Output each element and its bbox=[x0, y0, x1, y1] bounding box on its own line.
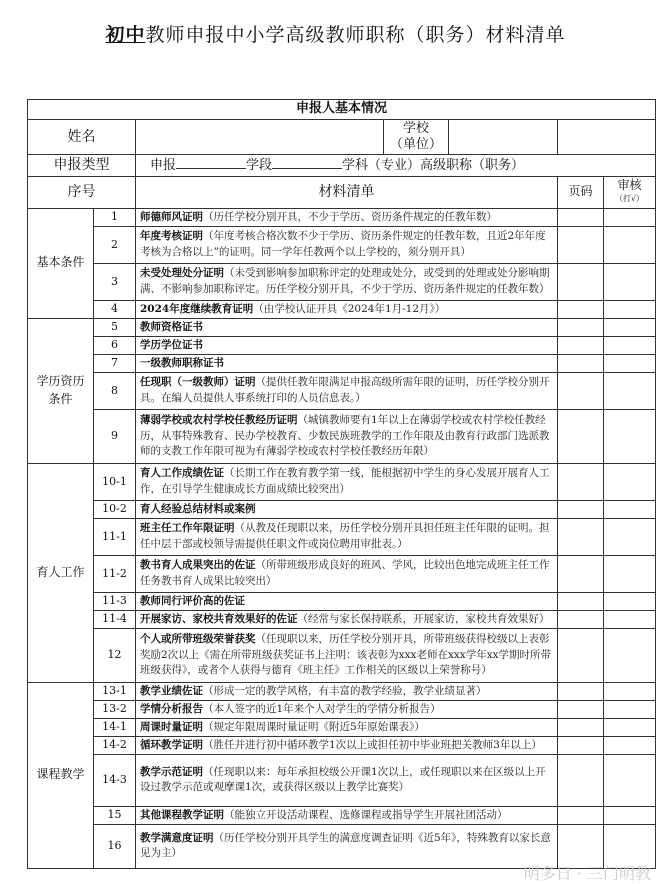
row-no: 13-1 bbox=[94, 682, 136, 700]
school-label-cell bbox=[384, 120, 449, 154]
review-cell[interactable] bbox=[604, 409, 656, 463]
row-item: 师德师风证明（历任学校分别开具，不少于学历、资历条件规定的任教年数） bbox=[136, 208, 558, 226]
row-no: 3 bbox=[94, 263, 136, 300]
review-cell[interactable] bbox=[604, 628, 656, 682]
review-cell[interactable] bbox=[604, 518, 656, 555]
page-cell[interactable] bbox=[558, 592, 604, 610]
page-cell[interactable] bbox=[558, 700, 604, 718]
review-cell[interactable] bbox=[604, 718, 656, 736]
row-item: 薄弱学校或农村学校任教经历证明（城镇教师要有1年以上在薄弱学校或农村学校任教经历，从事特殊教育、民办学校教育、少数民族班教学的工作年限及由教育行政部门选派教师的支教工作年限可视为有薄弱学校或农村学校任教经历年限） bbox=[136, 409, 558, 463]
apply-type-label: 申报类型 bbox=[28, 154, 136, 176]
document-title bbox=[0, 20, 671, 47]
row-item: 班主任工作年限证明（从教及任现职以来，历任学校分别开具担任班主任年限的证明。担任中层干部或校领导需提供任职文件或岗位聘用审批表。） bbox=[136, 518, 558, 555]
row-item: 育人经验总结材料或案例 bbox=[136, 500, 558, 518]
page-cell[interactable] bbox=[558, 372, 604, 409]
row-no: 16 bbox=[94, 824, 136, 868]
row-no: 10-2 bbox=[94, 500, 136, 518]
col-seq: 序号 bbox=[28, 176, 136, 208]
page-cell[interactable] bbox=[558, 318, 604, 336]
row-no: 11-1 bbox=[94, 518, 136, 555]
col-list: 材料清单 bbox=[136, 176, 558, 208]
row-no: 11-3 bbox=[94, 592, 136, 610]
review-cell[interactable] bbox=[604, 463, 656, 500]
watermark: 明多日 · 三门明教 bbox=[523, 864, 651, 883]
row-no: 4 bbox=[94, 300, 136, 318]
page-cell[interactable] bbox=[558, 754, 604, 806]
row-no: 14-3 bbox=[94, 754, 136, 806]
row-no: 5 bbox=[94, 318, 136, 336]
row-item: 未受处理处分证明（未受到影响参加职称评定的处理或处分，或受到的处理或处分影响期满、不影响参加职称评定。历任学校分别开具，不少于学历、资历条件规定的任教年数） bbox=[136, 263, 558, 300]
row-item: 教师资格证书 bbox=[136, 318, 558, 336]
row-item: 个人或所带班级荣誉获奖（任现职以来，历任学校分别开具，所带班级获得校级以上表彰奖励2次以上《需在所带班级获奖证书上注明：该表彰为xxx老师在xxx学年xx学期时所带班级获得》，或者个人获得与德育《班主任》工作相关的区级以上荣誉称号） bbox=[136, 628, 558, 682]
review-cell[interactable] bbox=[604, 318, 656, 336]
row-no: 11-4 bbox=[94, 610, 136, 628]
col-review bbox=[604, 176, 656, 208]
review-cell[interactable] bbox=[604, 754, 656, 806]
category-edu: 学历资历条件 bbox=[28, 318, 94, 463]
row-item: 育人工作成绩佐证（长期工作在教育教学第一线，能根据初中学生的身心发展开展育人工作，在引导学生健康成长方面成绩比较突出） bbox=[136, 463, 558, 500]
section-header: 申报人基本情况 bbox=[28, 100, 656, 120]
page-cell[interactable] bbox=[558, 806, 604, 824]
row-item: 教师同行评价高的佐证 bbox=[136, 592, 558, 610]
materials-table bbox=[27, 99, 656, 869]
row-item: 教书育人成果突出的佐证（所带班级形成良好的班风、学风，比较出色地完成班主任工作任务教书育人成果比较突出） bbox=[136, 555, 558, 592]
row-item: 一级教师职称证书 bbox=[136, 354, 558, 372]
review-cell[interactable] bbox=[604, 555, 656, 592]
row-item: 年度考核证明（年度考核合格次数不少于学历、资历条件规定的任教年数，且近2年年度考核为合格以上”的证明。同一学年任教两个以上学校的，须分别开具） bbox=[136, 226, 558, 263]
row-item: 学情分析报告（本人签字的近1年来个人对学生的学情分析报告） bbox=[136, 700, 558, 718]
row-item: 2024年度继续教育证明（由学校认证开具《2024年1月-12月》） bbox=[136, 300, 558, 318]
row-no: 7 bbox=[94, 354, 136, 372]
page-cell[interactable] bbox=[558, 610, 604, 628]
row-item: 其他课程教学证明（能独立开设活动课程、选修课程或指导学生开展社团活动） bbox=[136, 806, 558, 824]
review-cell[interactable] bbox=[604, 610, 656, 628]
page-cell[interactable] bbox=[558, 463, 604, 500]
row-item: 教学满意度证明（历任学校分别开具学生的满意度调查证明《近5年》，特殊教育以家长意见为主） bbox=[136, 824, 558, 868]
page-cell[interactable] bbox=[558, 409, 604, 463]
page-cell[interactable] bbox=[558, 300, 604, 318]
unit-label: （单位） bbox=[389, 136, 442, 152]
page-cell[interactable] bbox=[558, 518, 604, 555]
review-cell[interactable] bbox=[604, 263, 656, 300]
review-note: （打√） bbox=[614, 194, 645, 204]
row-item: 周课时量证明（规定年限周课时量证明《附近5年原始课表》） bbox=[136, 718, 558, 736]
apply-word: 申报 bbox=[150, 157, 177, 173]
review-cell[interactable] bbox=[604, 592, 656, 610]
row-no: 8 bbox=[94, 372, 136, 409]
page-cell[interactable] bbox=[558, 336, 604, 354]
title-word: 学科（专业）高级职称（职务） bbox=[342, 157, 525, 173]
review-cell[interactable] bbox=[604, 682, 656, 700]
row-item: 教学业绩佐证（形成一定的教学风格，有丰富的教学经验，教学业绩显著） bbox=[136, 682, 558, 700]
row-item: 开展家访、家校共育效果好的佐证（经常与家长保持联系，开展家访，家校共育效果好） bbox=[136, 610, 558, 628]
review-cell[interactable] bbox=[604, 354, 656, 372]
stage-word: 学段 bbox=[246, 157, 273, 173]
row-no: 14-2 bbox=[94, 736, 136, 754]
review-cell[interactable] bbox=[604, 336, 656, 354]
category-educate: 育人工作 bbox=[28, 463, 94, 682]
review-cell[interactable] bbox=[604, 372, 656, 409]
name-label: 姓名 bbox=[28, 119, 136, 154]
apply-type-line bbox=[136, 154, 656, 176]
row-no: 9 bbox=[94, 409, 136, 463]
school-label: 学校 bbox=[402, 120, 429, 136]
category-course: 课程教学 bbox=[28, 682, 94, 868]
page-cell[interactable] bbox=[558, 682, 604, 700]
page-cell[interactable] bbox=[558, 263, 604, 300]
name-value[interactable] bbox=[136, 119, 558, 154]
review-cell[interactable] bbox=[604, 500, 656, 518]
page-cell[interactable] bbox=[558, 226, 604, 263]
review-cell[interactable] bbox=[604, 700, 656, 718]
page-cell[interactable] bbox=[558, 354, 604, 372]
page-cell[interactable] bbox=[558, 500, 604, 518]
category-basic: 基本条件 bbox=[28, 208, 94, 318]
row-item: 任现职（一级教师）证明（提供任教年限满足申报高级所需年限的证明，历任学校分别开具。在编人员提供人事系统打印的人员信息表。） bbox=[136, 372, 558, 409]
row-item: 循环教学证明（胜任并进行初中循环教学1次以上或担任初中毕业班把关教师3年以上） bbox=[136, 736, 558, 754]
row-no: 12 bbox=[94, 628, 136, 682]
row-no: 1 bbox=[94, 208, 136, 226]
row-no: 10-1 bbox=[94, 463, 136, 500]
review-label: 审核 bbox=[617, 178, 642, 193]
stage-blank[interactable] bbox=[176, 155, 246, 169]
review-cell[interactable] bbox=[604, 208, 656, 226]
title-prefix: 初中 bbox=[105, 24, 146, 46]
subject-blank[interactable] bbox=[272, 155, 342, 169]
title-rest: 教师申报中小学高级教师职称（职务）材料清单 bbox=[145, 24, 566, 46]
review-cell[interactable] bbox=[604, 300, 656, 318]
row-no: 13-2 bbox=[94, 700, 136, 718]
row-no: 2 bbox=[94, 226, 136, 263]
school-value[interactable] bbox=[558, 119, 656, 154]
row-item: 学历学位证书 bbox=[136, 336, 558, 354]
page-cell[interactable] bbox=[558, 555, 604, 592]
page-cell[interactable] bbox=[558, 628, 604, 682]
row-no: 14-1 bbox=[94, 718, 136, 736]
row-no: 11-2 bbox=[94, 555, 136, 592]
row-item: 教学示范证明（任现职以来：每年承担校级公开课1次以上，或任现职以来在区级以上开设过教学示范或观摩课1次，或获得区级以上教学比赛奖） bbox=[136, 754, 558, 806]
page-cell[interactable] bbox=[558, 718, 604, 736]
col-page: 页码 bbox=[558, 176, 604, 208]
row-no: 15 bbox=[94, 806, 136, 824]
page-cell[interactable] bbox=[558, 208, 604, 226]
review-cell[interactable] bbox=[604, 226, 656, 263]
review-cell[interactable] bbox=[604, 806, 656, 824]
page-cell[interactable] bbox=[558, 736, 604, 754]
row-no: 6 bbox=[94, 336, 136, 354]
review-cell[interactable] bbox=[604, 736, 656, 754]
